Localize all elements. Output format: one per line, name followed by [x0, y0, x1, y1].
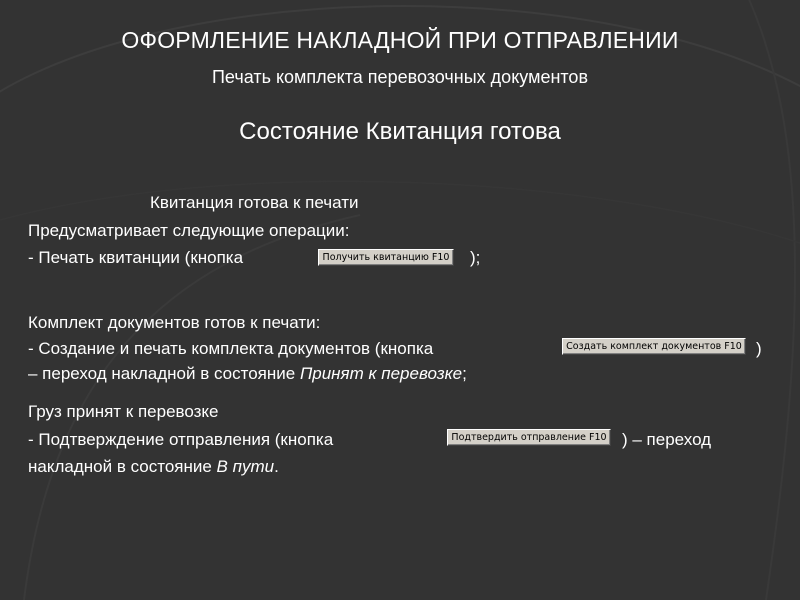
slide-subtitle: Печать комплекта перевозочных документов [211, 67, 589, 87]
section3-transition-suffix: . [274, 457, 279, 476]
create-document-set-button[interactable]: Создать комплект документов F10 [562, 338, 746, 355]
section1-op-prefix: - Печать квитанции (кнопка [28, 248, 244, 267]
section1-op-suffix: ); [470, 248, 481, 267]
section2-transition-prefix: – переход накладной в состояние [28, 364, 300, 383]
section2-heading: Комплект документов готов к печати: [28, 313, 321, 332]
section3-transition-state: В пути [216, 457, 275, 476]
section3-op-suffix: ) – переход [622, 430, 712, 449]
section3-op-prefix: - Подтверждение отправления (кнопка [28, 430, 334, 449]
section1-heading: Квитанция готова к печати [150, 193, 359, 212]
section3-transition [28, 457, 279, 477]
confirm-shipment-button[interactable]: Подтвердить отправление F10 [447, 429, 611, 446]
section3-heading: Груз принят к перевозке [28, 402, 219, 421]
section1-intro: Предусматривает следующие операции: [28, 221, 350, 240]
section2-op-suffix: ) [756, 339, 762, 358]
section2-transition [28, 364, 467, 384]
slide-title: ОФОРМЛЕНИЕ НАКЛАДНОЙ ПРИ ОТПРАВЛЕНИИ [121, 27, 679, 53]
section2-op-prefix: - Создание и печать комплекта документов (кнопка [28, 339, 434, 358]
section2-transition-suffix: ; [462, 364, 467, 383]
section3-transition-prefix: накладной в состояние [28, 457, 217, 476]
state-heading: Состояние Квитанция готова [239, 118, 561, 145]
get-receipt-button[interactable]: Получить квитанцию F10 [318, 249, 454, 266]
section2-transition-state: Принят к перевозке [299, 364, 463, 383]
